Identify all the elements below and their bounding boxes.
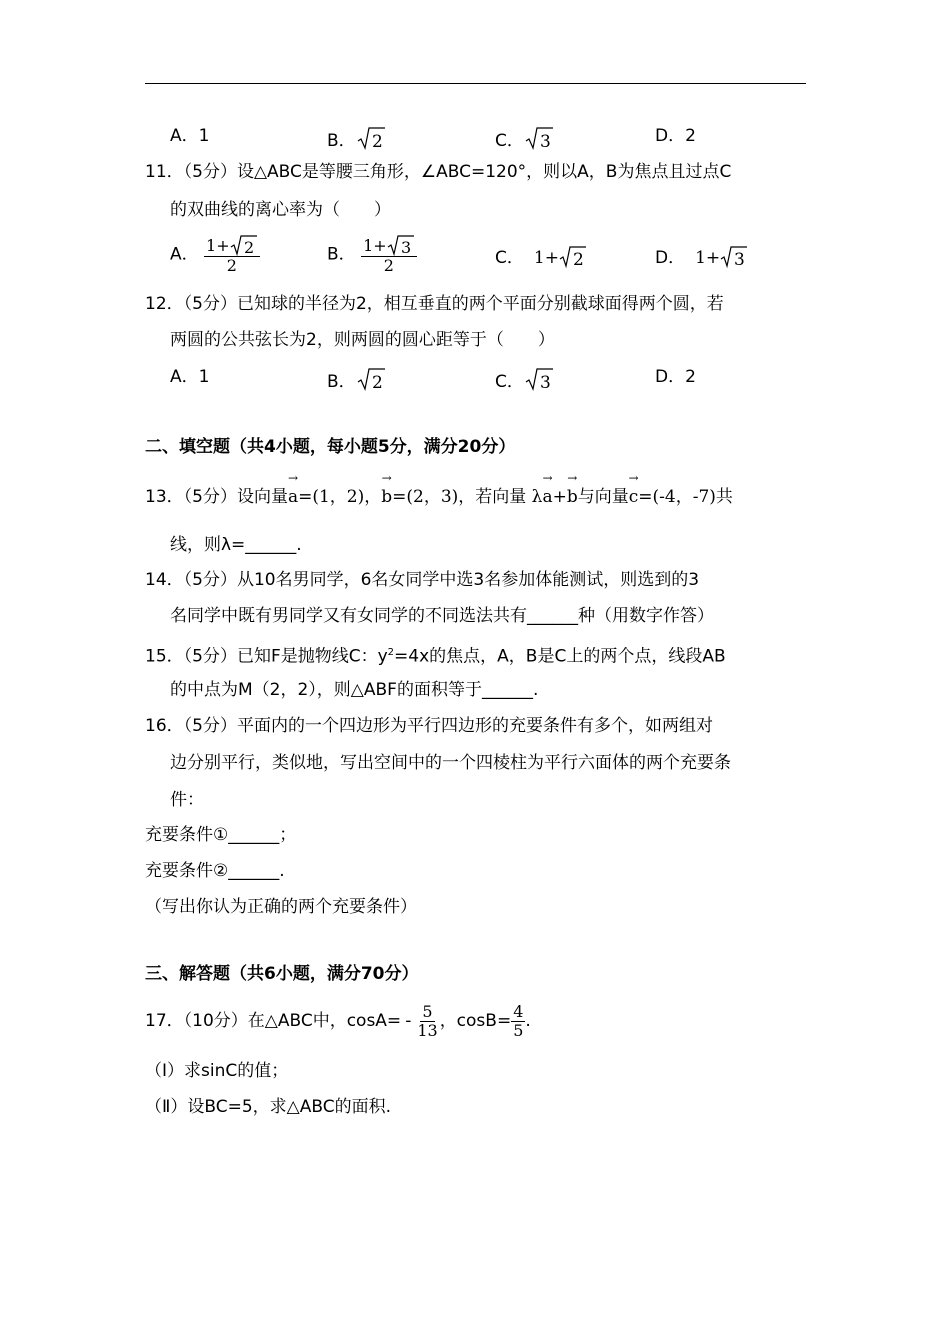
sqrt-symbol — [524, 366, 554, 398]
svg-text:2: 2 — [371, 373, 383, 392]
q10-option-d: D．2 — [655, 126, 696, 146]
q12-option-c: C． 3 — [495, 366, 554, 398]
fraction: 1+ 2 2 — [204, 234, 260, 275]
q12-line2: 两圆的公共弦长为2，则两圆的圆心距等于（ ） — [170, 330, 555, 350]
section3-title: 三、解答题（共6小题，满分70分） — [145, 964, 419, 984]
svg-text:2: 2 — [243, 238, 254, 256]
fraction: $\frac{5}{13}$ — [417, 1001, 438, 1040]
q16-condition2: 充要条件②______. — [145, 861, 285, 881]
section2-title: 二、填空题（共4小题，每小题5分，满分20分） — [145, 437, 516, 457]
svg-text:3: 3 — [400, 238, 411, 256]
q11-option-a: A． 1+ 2 2 — [170, 234, 260, 275]
vector-a: → a — [542, 484, 552, 508]
q10-option-c: C． 3 — [495, 125, 554, 157]
q10-option-a: A．1 — [170, 126, 210, 146]
q13-line1: 13．（5分）设向量→ a=(1，2)，→ b=(2，3)，若向量 λ→ a+→ b与向量→ c=(-4，-7)共 — [145, 484, 733, 508]
q16-line2: 边分别平行，类似地，写出空间中的一个四棱柱为平行六面体的两个充要条 — [170, 753, 731, 773]
q16-condition1: 充要条件①______； — [145, 825, 297, 845]
q12-option-a: A．1 — [170, 367, 210, 387]
vector-c: → c — [629, 484, 639, 508]
q12-option-b: B． 2 — [327, 366, 386, 398]
svg-text:3: 3 — [539, 373, 551, 392]
q13-line2: 线，则λ=______. — [170, 535, 302, 555]
svg-text:2: 2 — [572, 250, 584, 269]
header-rule — [145, 83, 806, 84]
q17-part2: （Ⅱ）设BC=5，求△ABC的面积. — [145, 1097, 392, 1117]
svg-text:3: 3 — [539, 132, 551, 151]
q14-line2: 名同学中既有男同学又有女同学的不同选法共有______种（用数字作答） — [170, 606, 714, 626]
q11-line2: 的双曲线的离心率为（ ） — [170, 200, 391, 220]
vector-b: → b — [381, 484, 392, 508]
q15-line2: 的中点为M（2，2），则△ABF的面积等于______. — [170, 680, 539, 700]
q11-line1: 11．（5分）设△ABC是等腰三角形，∠ABC=120°，则以A，B为焦点且过点C — [145, 162, 732, 182]
sqrt-symbol — [356, 366, 386, 398]
q11-option-d: D． 1+ 3 — [655, 245, 748, 269]
svg-text:3: 3 — [734, 250, 745, 269]
fraction: $\frac{4}{5}$ — [513, 1001, 524, 1040]
q10-option-b: B． 2 — [327, 125, 386, 157]
q16-line3: 件： — [170, 790, 204, 810]
q12-option-d: D．2 — [655, 367, 696, 387]
q11-option-c: C． 1+ 2 — [495, 245, 587, 269]
q16-note: （写出你认为正确的两个充要条件） — [145, 897, 417, 917]
vector-a: → a — [288, 484, 298, 508]
svg-text:2: 2 — [371, 132, 383, 151]
q11-option-b: B． 1+ 3 2 — [327, 234, 417, 275]
q17-part1: （Ⅰ）求sinC的值； — [145, 1061, 289, 1081]
q16-line1: 16．（5分）平面内的一个四边形为平行四边形的充要条件有多个，如两组对 — [145, 716, 713, 736]
q14-line1: 14．（5分）从10名男同学，6名女同学中选3名参加体能测试，则选到的3 — [145, 570, 700, 590]
sqrt-symbol — [524, 125, 554, 157]
sqrt-symbol — [356, 125, 386, 157]
q17-line1: 17．（10分）在△ABC中，cosA= - $\frac{5}{13}$ ，cosB= $\frac{4}{5}$ . — [145, 1001, 531, 1040]
fraction: 1+ 3 2 — [361, 234, 417, 275]
q12-line1: 12．（5分）已知球的半径为2，相互垂直的两个平面分别截球面得两个圆，若 — [145, 294, 724, 314]
q15-line1: 15．（5分）已知F是抛物线C：$y^2=4x$的焦点，A，B是C上的两个点，线段AB — [145, 646, 726, 667]
vector-b: → b — [567, 484, 578, 508]
